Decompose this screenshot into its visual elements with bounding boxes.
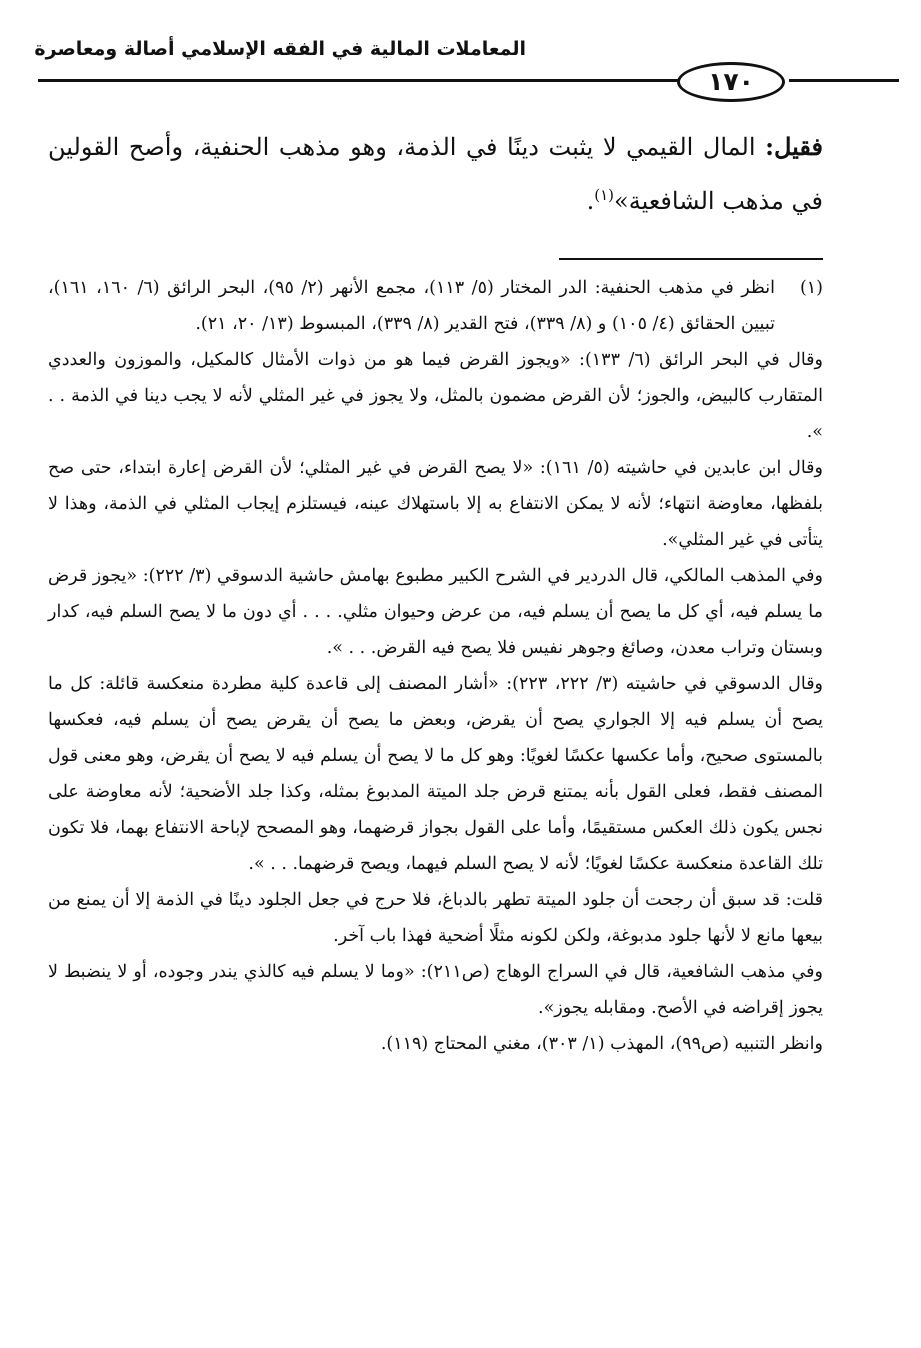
footnote-paragraph-shafii: وفي مذهب الشافعية، قال في السراج الوهاج (ص٢١١): «وما لا يسلم فيه كالذي يندر وجوده، أو لا ينضبط لا يجوز إقراضه في الأصح. ومقابله يجوز».: [48, 962, 823, 1018]
header-rule-right: [789, 79, 899, 82]
main-text: [48, 120, 823, 228]
footnote-paragraph-sources: انظر في مذهب الحنفية: الدر المختار (٥/ ١١٣)، مجمع الأنهر (٢/ ٩٥)، البحر الرائق (٦/ ١٦٠، ١٦١)، تبيين الحقائق (٤/ ١٠٥) و (٨/ ٣٣٩)، فتح القدير (٨/ ٣٣٩)، المبسوط (١٣/ ٢٠، ٢١).: [48, 278, 775, 334]
footnote-paragraph-maliki: وفي المذهب المالكي، قال الدردير في الشرح الكبير مطبوع بهامش حاشية الدسوقي (٣/ ٢٢٢): «يجوز قرض ما يسلم فيه، أي كل ما يصح أن يسلم فيه، من عرض وحيوان مثلي. . . . أي دون ما لا يصح السلم فيه، كدار وبستان وتراب معدن، وصائغ وجوهر نفيس فلا يصح فيه القرض. . . ».: [48, 566, 823, 658]
page-number: ١٧٠: [677, 62, 785, 102]
footnote-paragraph-author-note: قلت: قد سبق أن رجحت أن جلود الميتة تطهر بالدباغ، فلا حرج في جعل الجلود دينًا في الذمة إلا أن يمنع من بيعها مانع لا لأنها جلود مدبوغة، ولكن لكونه مثلًا أضحية فهذا باب آخر.: [48, 890, 823, 946]
footnote-paragraph-dasuqi: وقال الدسوقي في حاشيته (٣/ ٢٢٢، ٢٢٣): «أشار المصنف إلى قاعدة كلية مطردة منعكسة قائلة: كل ما يصح أن يسلم فيه إلا الجواري يصح أن يقرض، وبعض ما يصح أن يقرض يصح أن يسلم فيه، فعكسها بالمستوى صحيح، وأما عكسها عكسًا لغويًا: وهو كل ما لا يصح أن يسلم فيه لا يصح أن يقرض، وهو معنى قول المصنف فقط، فعلى القول بأنه يمتنع قرض جلد الميتة المدبوغ بمثله، وكذا جلد الأضحية؛ لأنه معاوضة على نجس يكون ذلك العكس مستقيمًا، وأما على القول بجواز قرضهما، وهو المصحح لإباحة الانتفاع بهما، فلا تكون تلك القاعدة منعكسة عكسًا لغويًا؛ لأنه لا يصح السلم فيهما، ويصح قرضهما. . . ».: [48, 674, 824, 874]
main-text-body: المال القيمي لا يثبت دينًا في الذمة، وهو مذهب الحنفية، وأصح القولين في مذهب الشافعية»: [48, 133, 823, 215]
footnote-separator: [559, 258, 823, 260]
footnote-paragraph-ibn-abidin: وقال ابن عابدين في حاشيته (٥/ ١٦١): «لا يصح القرض في غير المثلي؛ لأن القرض إعارة ابتداء، حتى صح بلفظها، معاوضة انتهاء؛ لأنه لا يمكن الانتفاع به إلا باستهلاك عينه، فيستلزم إيجاب المثلي في الذمة، وهذا لا يتأتى في غير المثلي».: [48, 458, 823, 550]
running-header-title: المعاملات المالية في الفقه الإسلامي أصالة ومعاصرة: [34, 38, 526, 60]
footnote-1: [48, 270, 823, 342]
footnote-paragraph-references: وانظر التنبيه (ص٩٩)، المهذب (١/ ٣٠٣)، مغني المحتاج (١١٩).: [380, 1034, 823, 1054]
main-text-end: .: [586, 187, 595, 215]
footnote-marker: (١): [799, 278, 823, 298]
footnotes: [48, 270, 823, 1062]
header-rule-left: [38, 79, 678, 82]
main-text-lead: فقيل:: [765, 132, 823, 161]
footnote-reference: (١): [594, 186, 615, 204]
footnote-paragraph-bahr: وقال في البحر الرائق (٦/ ١٣٣): «ويجوز القرض فيما هو من ذوات الأمثال كالمكيل، والموزون والعددي المتقارب كالبيض، والجوز؛ لأن القرض مضمون بالمثل، ولا يجوز في غير المثلي لأنه لا يجب دينا في الذمة . . ».: [48, 350, 823, 442]
